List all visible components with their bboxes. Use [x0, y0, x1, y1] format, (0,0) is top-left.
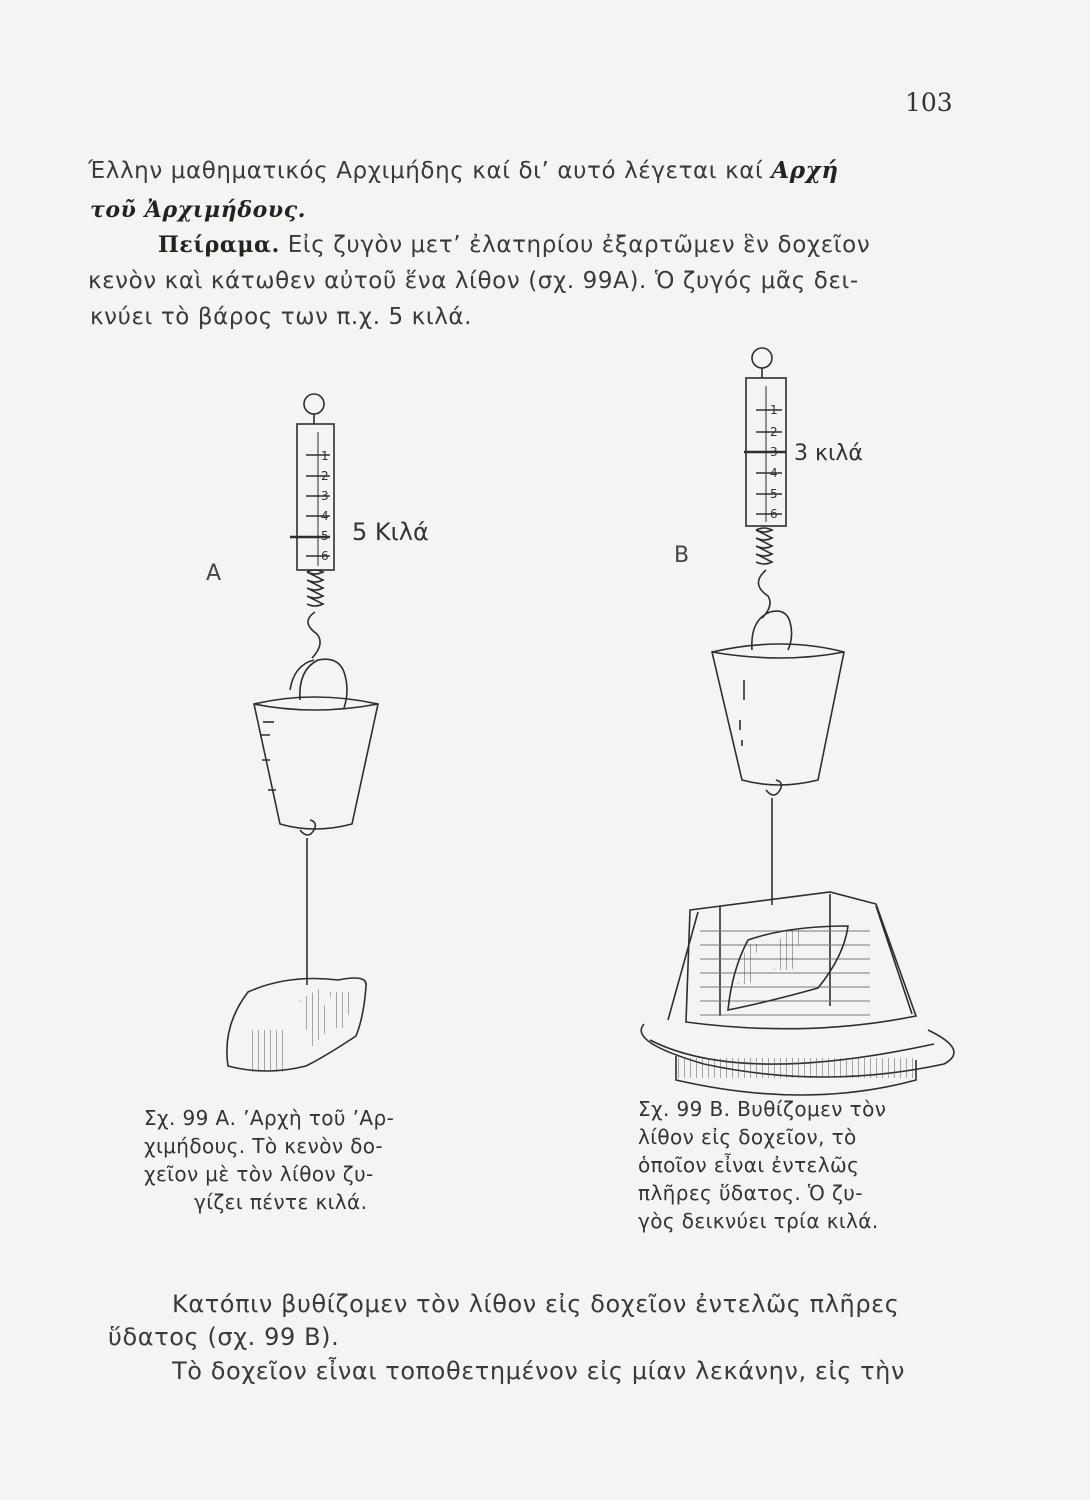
caption-b-line: πλῆρες ὕδατος. Ὁ ζυ-: [638, 1181, 863, 1205]
principle-term: Αρχή: [771, 157, 839, 184]
figure-a: [227, 394, 378, 1072]
experiment-label: Πείραμα.: [158, 232, 280, 258]
scale-b-tick: 2: [770, 425, 778, 439]
scale-b-tick: 1: [770, 403, 778, 417]
caption-a-line: Σχ. 99 Α. ’Αρχὴ τοῦ ’Αρ-: [144, 1106, 395, 1130]
scale-b-tick: 6: [770, 507, 778, 521]
scale-b-tick: 5: [770, 487, 778, 501]
scale-a-tick: 3: [321, 489, 329, 503]
caption-a-line: χεῖον μὲ τὸν λίθον ζυ-: [144, 1162, 374, 1186]
scale-a-tick: 6: [321, 549, 329, 563]
scale-a-reading: 5 Κιλά: [352, 518, 429, 546]
caption-b-line: γὸς δεικνύει τρία κιλά.: [638, 1209, 879, 1233]
scale-a-tick: 5: [321, 529, 329, 543]
bottom-paragraph-line-2: ὕδατος (σχ. 99 Β).: [108, 1323, 340, 1351]
figure-b-letter: B: [674, 543, 690, 568]
caption-figure-b: [638, 1095, 886, 1235]
scale-a-tick: 2: [321, 469, 329, 483]
bottom-paragraph-line-1: Κατόπιν βυθίζομεν τὸν λίθον εἰς δοχεῖον ἐντελῶς πλῆρες: [172, 1290, 900, 1318]
paragraph-line-1-text: Έλλην μαθηματικός Αρχιμήδης καί δι’ αυτό λέγεται καί: [88, 158, 772, 184]
scale-b-tick: 4: [770, 466, 778, 480]
caption-a-line: γίζει πέντε κιλά.: [194, 1190, 368, 1214]
paragraph-line-3-text: Εἰς ζυγὸν μετ’ ἐλατηρίου ἐξαρτῶμεν ἓν δοχεῖον: [279, 232, 871, 258]
scale-b-tick: 3: [770, 445, 778, 459]
caption-b-line: ὁποῖον εἶναι ἐντελῶς: [638, 1153, 860, 1177]
scale-b-reading: 3 κιλά: [794, 441, 863, 466]
caption-figure-a: [144, 1104, 394, 1216]
paragraph-line-4: κενὸν καὶ κάτωθεν αὐτοῦ ἕνα λίθον (σχ. 99Α). Ὁ ζυγός μᾶς δει-: [88, 268, 859, 294]
scale-a-tick: 4: [321, 509, 329, 523]
caption-a-line: χιμήδους. Τὸ κενὸν δο-: [144, 1134, 384, 1158]
paragraph-line-2: τοῦ Ἀρχιμήδους.: [90, 197, 306, 223]
paragraph-line-5: κνύει τὸ βάρος των π.χ. 5 κιλά.: [90, 304, 473, 330]
caption-b-line: Σχ. 99 Β. Βυθίζομεν τὸν: [638, 1097, 887, 1121]
figure-a-letter: A: [206, 561, 222, 586]
bottom-paragraph-line-3: Τὸ δοχεῖον εἶναι τοποθετημένον εἰς μίαν λεκάνην, εἰς τὴν: [172, 1357, 905, 1385]
page-number: 103: [905, 88, 953, 117]
scale-a-tick: 1: [321, 449, 329, 463]
caption-b-line: λίθον εἰς δοχεῖον, τὸ: [638, 1125, 857, 1149]
